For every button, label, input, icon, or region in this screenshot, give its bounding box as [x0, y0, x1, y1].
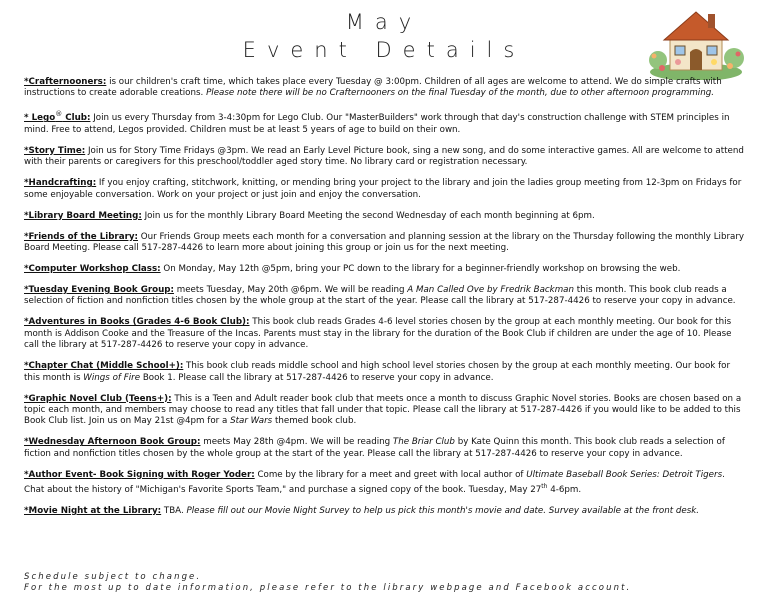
- event-story-time: [24, 146, 746, 169]
- footer: [24, 572, 754, 594]
- event-text: TBA.: [161, 506, 187, 517]
- footer-line2: For the most up to date information, please refer to the library webpage and Facebook account.: [24, 583, 632, 593]
- event-name: *Computer Workshop Class:: [24, 263, 161, 274]
- event-name: *Library Board Meeting:: [24, 210, 142, 221]
- event-text: Our Friends Group meets each month for a conversation and planning session at the library on the Thursday following the monthly Library Board Meeting. Please call 517-287-4426 to learn more about joining this group or join us for the next meeting.: [24, 231, 745, 253]
- cottage-illustration: [648, 2, 744, 80]
- event-name: [24, 110, 91, 124]
- page-title-line2: Event Details: [242, 38, 526, 62]
- event-computer-workshop: [24, 264, 746, 275]
- event-text: meets Tuesday, May 20th @6pm. We will be reading: [173, 284, 408, 295]
- event-text: themed book club.: [272, 416, 357, 427]
- event-text: is our children's craft time, which takes place every Tuesday @ 3:00pm. Children of all ages are welcome to attend. We do simple crafts with instructions to create adorable creations.: [24, 77, 722, 99]
- event-text: Book 1. Please call the library at 517-287-4426 to reserve your copy in advance.: [140, 372, 494, 383]
- event-library-board-meeting: [24, 211, 746, 222]
- event-name: *Handcrafting:: [24, 178, 97, 189]
- event-tuesday-book-group: [24, 285, 746, 308]
- event-author-book-signing: [24, 470, 746, 497]
- event-text: If you enjoy crafting, stitchwork, knitting, or mending bring your project to the library and join the ladies group meeting from 12-3pm on Fridays for some enjoyable conversation. Work on your project or just join and enjoy the conversation.: [24, 178, 742, 200]
- event-text: On Monday, May 12th @5pm, bring your PC down to the library for a beginner-friendly workshop on browsing the web.: [160, 263, 681, 274]
- event-name: *Movie Night at the Library:: [24, 506, 162, 517]
- event-text: . Chat about the history of "Michigan's Favorite Sports Team," and purchase a signed copy of the book. Tuesday, May 27: [24, 469, 725, 496]
- event-name: *Adventures in Books (Grades 4-6 Book Club):: [24, 317, 250, 328]
- event-text: Join us every Thursday from 3-4:30pm for Lego Club. Our "MasterBuilders" work through that day's construction challenge with STEM principles in mind. Free to attend, Legos provided. Children must be at least 5 years of age to build on their own.: [24, 113, 730, 135]
- event-note: Please fill out our Movie Night Survey to help us pick this month's movie and date. Survey available at the front desk.: [186, 506, 700, 517]
- event-text: meets May 28th @4pm. We will be reading: [200, 437, 393, 448]
- event-crafternooners: [24, 77, 746, 100]
- event-list: [24, 77, 746, 527]
- event-chapter-chat: [24, 361, 746, 384]
- event-name: *Graphic Novel Club (Teens+):: [24, 393, 172, 404]
- ordinal-suffix: th: [541, 483, 548, 491]
- event-note: Please note there will be no Crafternooners on the final Tuesday of the month, due to other afternoon programming.: [206, 88, 714, 99]
- event-handcrafting: [24, 178, 746, 201]
- event-adventures-in-books: [24, 317, 746, 351]
- event-name: *Tuesday Evening Book Group:: [24, 284, 174, 295]
- event-graphic-novel-club: [24, 394, 746, 428]
- event-text: by Kate Quinn this month. This book club reads a selection of fiction and nonfiction titles chosen by the whole group at the start of the year. Please call the library at 517-287-4426 to reserve your copy in advance.: [24, 437, 725, 459]
- event-name: *Crafternooners:: [24, 77, 107, 87]
- event-text: This is a Teen and Adult reader book club that meets once a month to discuss Graphic Novel stories. Books are chosen based on a topic each month, and members may choose to read any titles that fall under that topic. Please call the library at 517-287-4426 if you would like to be added to this Book Club list. Join us on May 21st @4pm for a: [24, 393, 742, 427]
- book-title: The Briar Club: [392, 437, 455, 448]
- event-text: 4-6pm.: [547, 485, 582, 496]
- event-name: *Wednesday Afternoon Book Group:: [24, 437, 201, 448]
- event-text: This book club reads Grades 4-6 level stories chosen by the group at each monthly meeting. Our book for this month is Addison Cooke and the Treasure of the Incas. Parents must stay in the library for the duration of the Book Club if children are under the age of 10. Please call the library at 517-287-4426 to reserve your copy in advance.: [24, 317, 732, 351]
- event-name: *Friends of the Library:: [24, 231, 139, 242]
- event-name-part: Club:: [62, 113, 91, 124]
- event-name-part: * Lego: [24, 113, 56, 124]
- footer-line1: Schedule subject to change.: [24, 572, 202, 582]
- event-name: *Chapter Chat (Middle School+):: [24, 361, 184, 372]
- event-text: this month. This book club reads a selection of fiction and nonfiction titles chosen by the whole group at the start of the year. Please call the library at 517-287-4426 to reserve your copy in advance.: [24, 284, 736, 307]
- event-name: *Author Event- Book Signing with Roger Yoder:: [24, 469, 255, 480]
- event-text: Join us for the monthly Library Board Meeting the second Wednesday of each month beginning at 6pm.: [141, 210, 595, 221]
- event-text: This book club reads middle school and high school level stories chosen by the group at each monthly meeting. Our book for this month is: [24, 361, 731, 383]
- event-wednesday-book-group: [24, 437, 746, 460]
- page-title-line1: May: [345, 10, 423, 34]
- event-text: Come by the library for a meet and greet with local author of: [254, 469, 527, 480]
- book-title: Wings of Fire: [83, 372, 141, 383]
- event-friends-of-library: [24, 232, 746, 255]
- event-text: Join us for Story Time Fridays @3pm. We read an Early Level Picture book, sing a new song, and do some interactive games. All are welcome to attend with their parents or caregivers for this preschool/toddler aged story time. No library card or registration necessary.: [24, 145, 744, 168]
- book-title: A Man Called Ove by Fredrik Backman: [407, 284, 575, 295]
- book-title: Star Wars: [230, 416, 273, 427]
- event-lego-club: [24, 109, 746, 136]
- registered-mark: ®: [55, 110, 63, 119]
- event-name: *Story Time:: [24, 145, 86, 156]
- book-title: Ultimate Baseball Book Series: Detroit Tigers: [526, 469, 723, 480]
- event-movie-night: [24, 506, 746, 517]
